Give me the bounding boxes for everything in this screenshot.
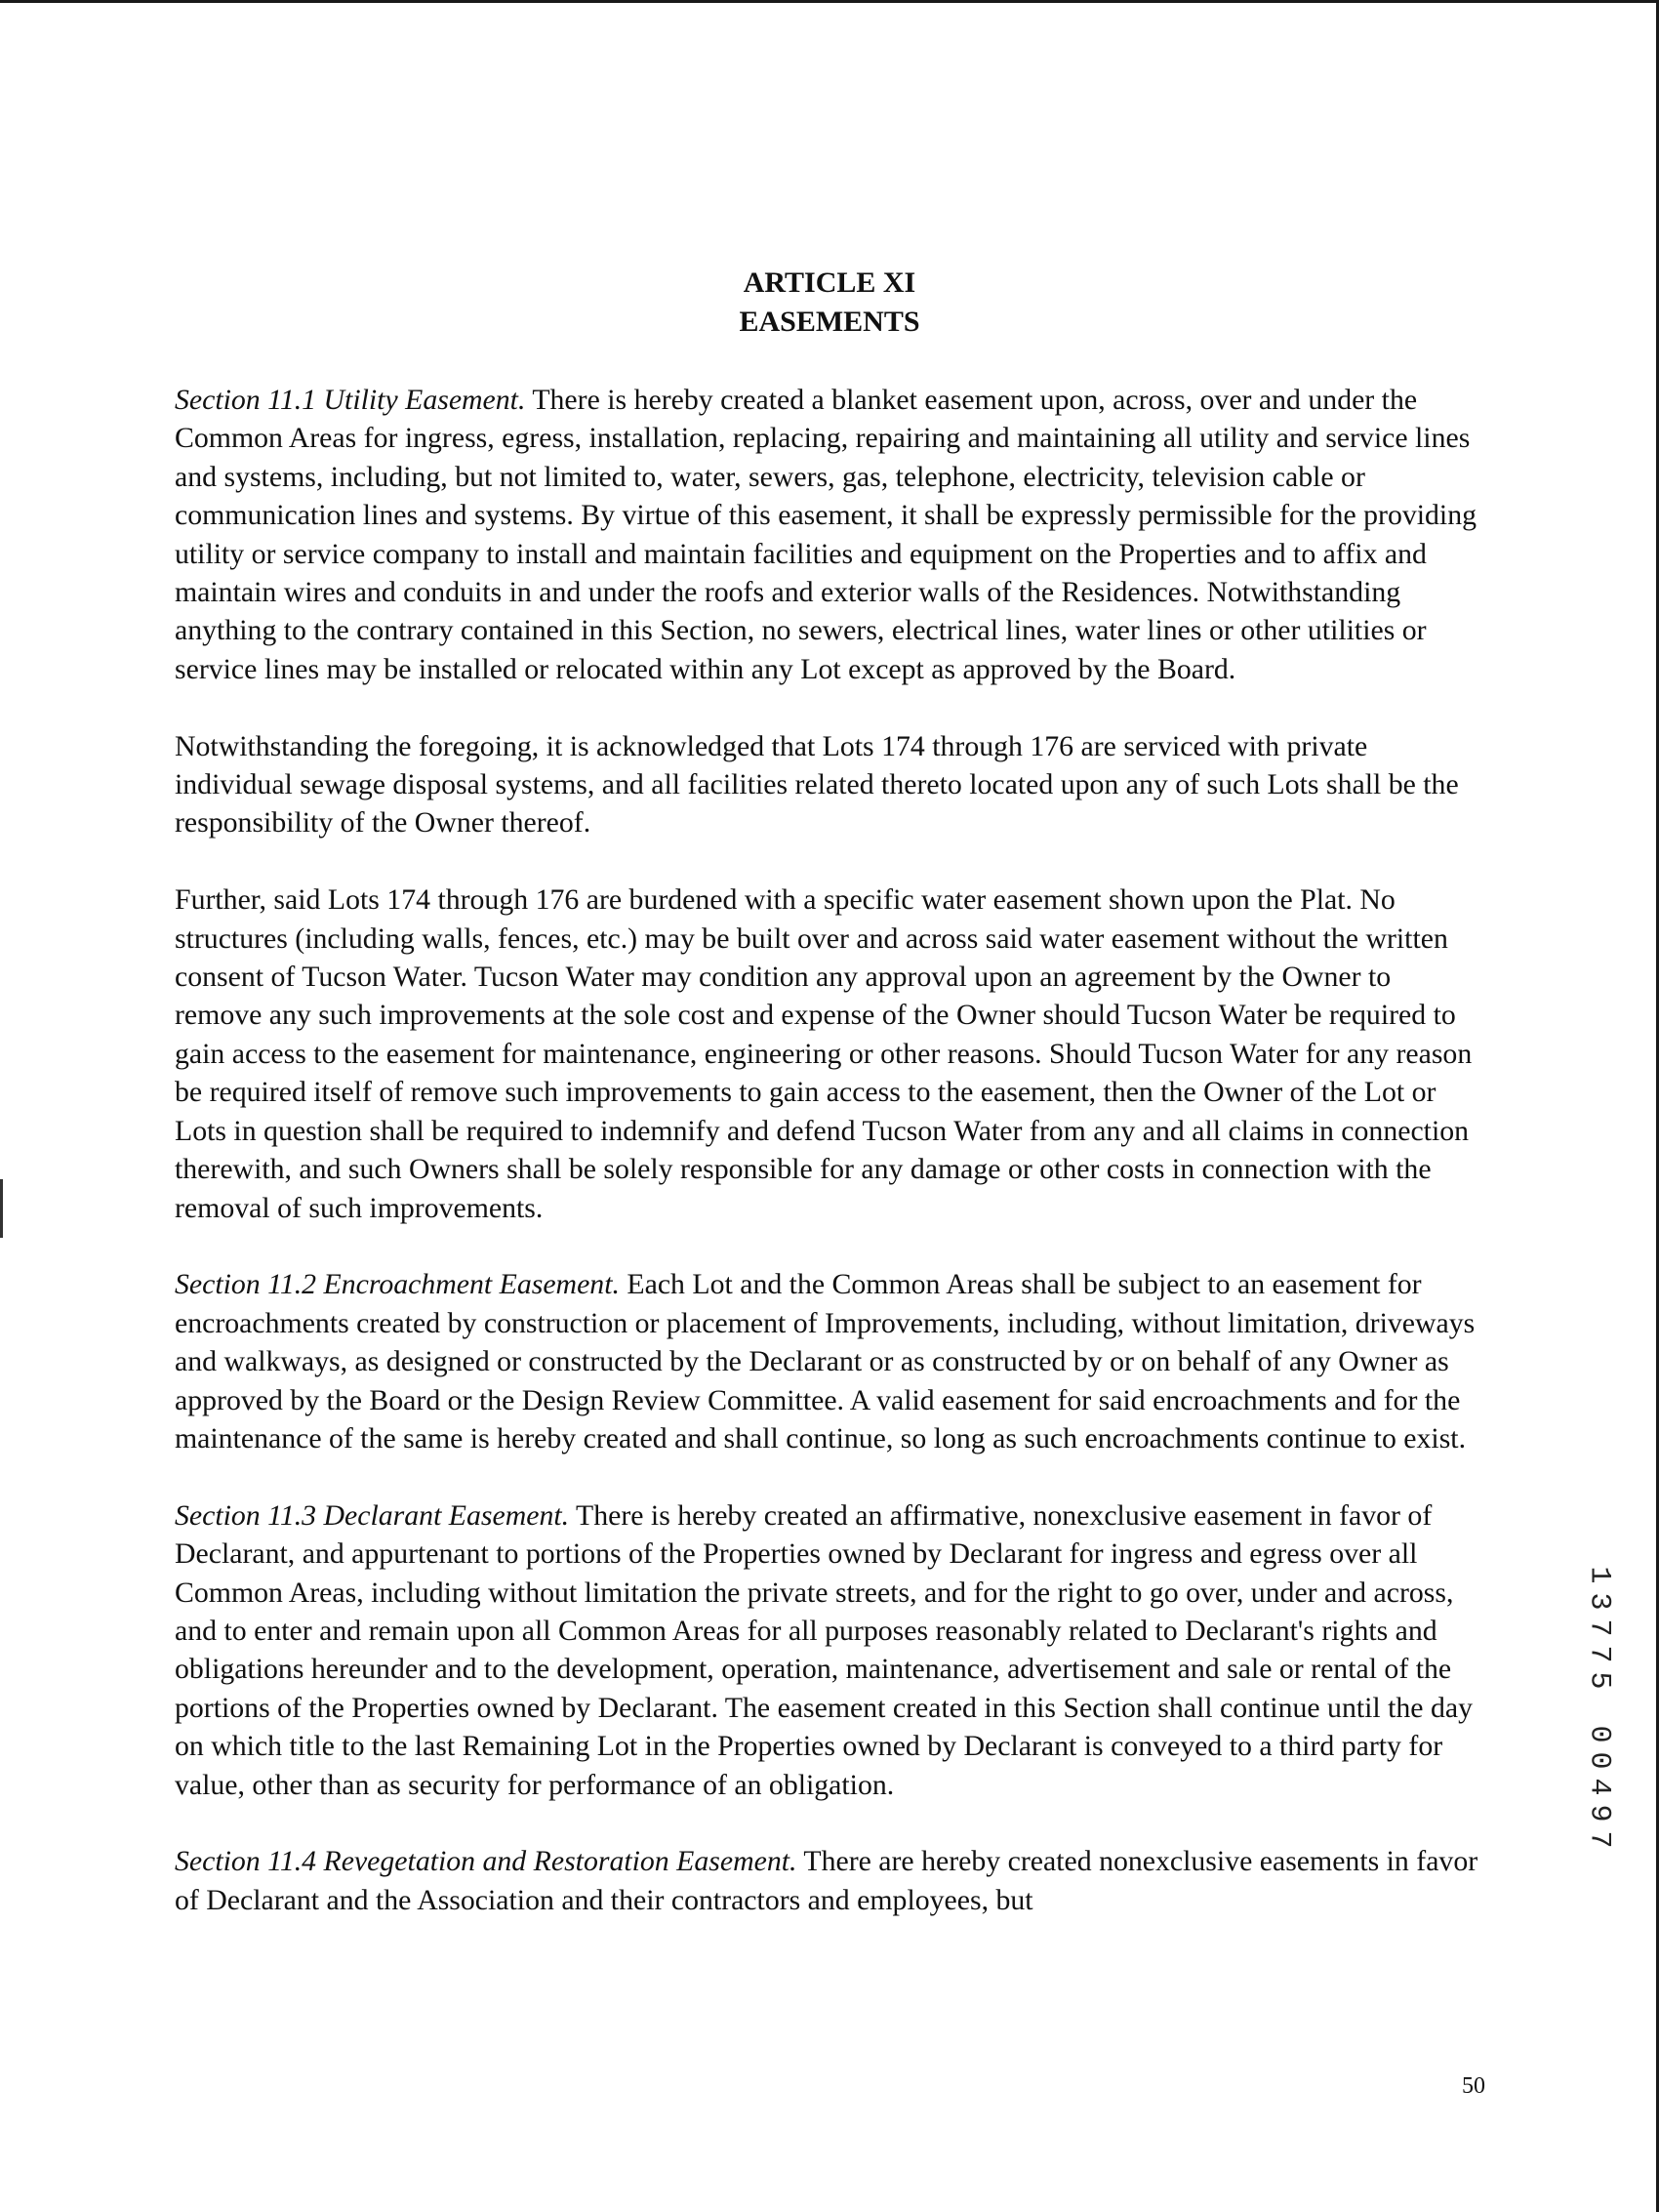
recording-digit: 0	[1582, 1751, 1616, 1770]
recording-digit: 0	[1582, 1725, 1616, 1743]
sewage-paragraph	[175, 727, 1482, 842]
recording-digit: 7	[1582, 1645, 1616, 1663]
scan-border-top	[0, 0, 1659, 3]
recording-digit: 9	[1582, 1804, 1616, 1823]
section-11-4-paragraph	[175, 1842, 1482, 1919]
section-text: There is hereby created an affirmative, nonexclusive easement in favor of Declarant, and appurtenant to portions of the Properties owned by Declarant for ingress and egress over all Common Areas, including without limitation the private streets, and for the right to go over, under and across, and to enter and remain upon all Common Areas for all purposes reasonably related to Declarant's rights and obligations hereunder and to the development, operation, maintenance, advertisement and sale or rental of the portions of the Properties owned by Declarant. The easement created in this Section shall continue until the day on which title to the last Remaining Lot in the Properties owned by Declarant is conveyed to a third party for value, other than as security for performance of an obligation.	[175, 1498, 1474, 1801]
section-text: Further, said Lots 174 through 176 are burdened with a specific water easement shown upon the Plat. No structures (including walls, fences, etc.) may be built over and across said water easement without the written consent of Tucson Water. Tucson Water may condition any approval upon an agreement by the Owner to remove any such improvements at the sole cost and expense of the Owner should Tucson Water be required to gain access to the easement for maintenance, engineering or other reasons. Should Tucson Water for any reason be required itself of remove such improvements to gain access to the easement, then the Owner of the Lot or Lots in question shall be required to indemnify and defend Tucson Water from any and all claims in connection therewith, and such Owners shall be solely responsible for any damage or other costs in connection with the removal of such improvements.	[175, 883, 1473, 1224]
section-title: Section 11.1 Utility Easement.	[175, 384, 526, 416]
recording-digit: 7	[1582, 1618, 1616, 1637]
section-text: There are hereby created nonexclusive easements in favor of Declarant and the Association and their contractors and employees, but	[175, 1845, 1478, 1916]
section-title: Section 11.4 Revegetation and Restoration Easement.	[175, 1845, 797, 1878]
section-title: Section 11.2 Encroachment Easement.	[175, 1268, 620, 1301]
section-title: Section 11.3 Declarant Easement.	[175, 1498, 570, 1532]
recording-digit: 4	[1582, 1778, 1616, 1796]
scan-mark-left	[0, 1179, 3, 1238]
recording-digit: 5	[1582, 1671, 1616, 1690]
water-easement-paragraph	[175, 881, 1482, 1227]
section-11-1-paragraph	[175, 381, 1482, 688]
article-number: ARTICLE XI	[743, 266, 916, 299]
recording-digit: 7	[1582, 1830, 1616, 1849]
page-number: 50	[1462, 2073, 1485, 2099]
document-body	[175, 381, 1482, 1958]
section-text: There is hereby created a blanket easement upon, across, over and under the Common Areas for ingress, egress, installation, replacing, repairing and maintaining all utility and service lines and systems, including, but not limited to, water, sewers, gas, telephone, electricity, television cable or communication lines and systems. By virtue of this easement, it shall be expressly permissible for the providing utility or service company to install and maintain facilities and equipment on the Properties and to affix and maintain wires and conduits in and under the roofs and exterior walls of the Residences. Notwithstanding anything to the contrary contained in this Section, no sewers, electrical lines, water lines or other utilities or service lines may be installed or relocated within any Lot except as approved by the Board.	[175, 384, 1477, 685]
section-text: Each Lot and the Common Areas shall be subject to an easement for encroachments created by construction or placement of Improvements, including, without limitation, driveways and walkways, as designed or constructed by the Declarant or as constructed by or on behalf of any Owner as approved by the Board or the Design Review Committee. A valid easement for said encroachments and for the maintenance of the same is hereby created and shall continue, so long as such encroachments continue to exist.	[175, 1268, 1476, 1454]
recording-digit: 1	[1582, 1566, 1616, 1584]
article-title: EASEMENTS	[739, 306, 920, 338]
section-11-2-paragraph	[175, 1265, 1482, 1457]
section-text: Notwithstanding the foregoing, it is acknowledged that Lots 174 through 176 are serviced with private individual sewage disposal systems, and all facilities related thereto located upon any of such Lots shall be the responsibility of the Owner thereof.	[175, 729, 1459, 840]
section-11-3-paragraph	[175, 1496, 1482, 1804]
recording-digit: 3	[1582, 1592, 1616, 1611]
recording-number	[1579, 1562, 1618, 1853]
